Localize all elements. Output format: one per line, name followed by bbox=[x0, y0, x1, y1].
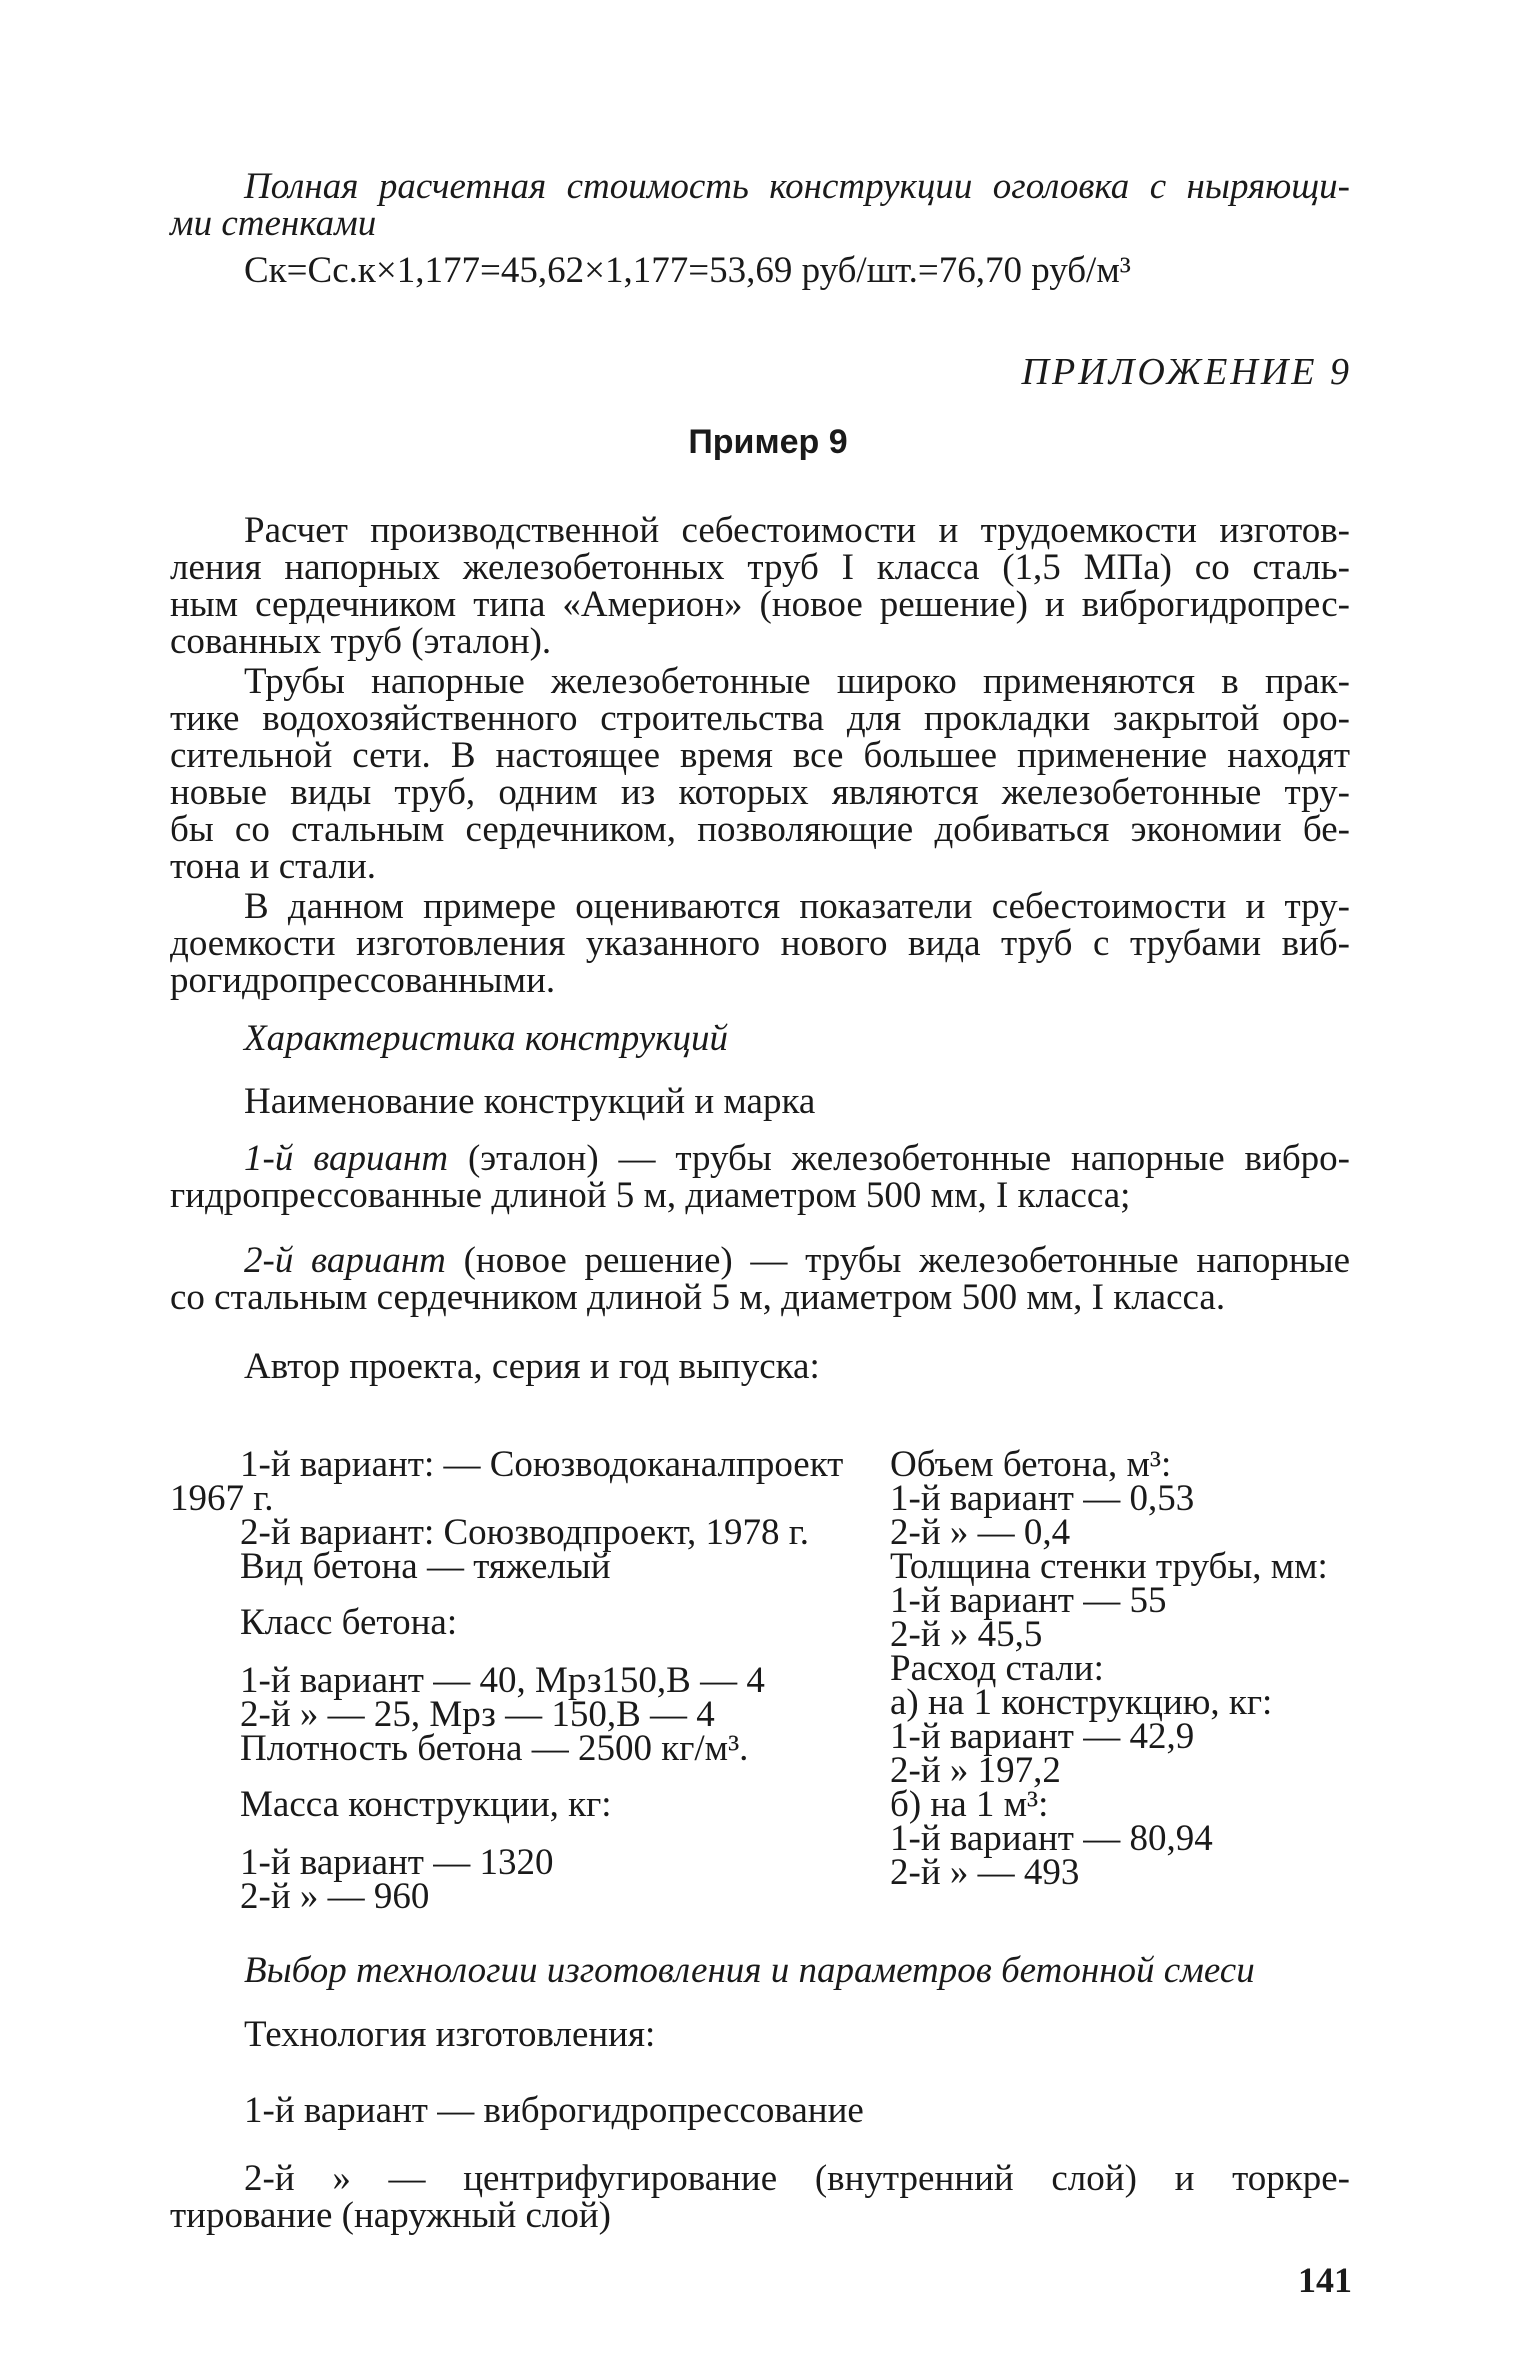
para2-line-4: новые виды труб, одним из которых являются железобетонные тру- bbox=[170, 772, 1350, 813]
right-col-line: 2-й » 197,2 bbox=[890, 1750, 1061, 1791]
left-col-line: 1-й вариант — 40, Мрз150,В — 4 bbox=[240, 1660, 765, 1701]
right-col-line: 2-й » — 493 bbox=[890, 1852, 1080, 1893]
para2-line-2: тике водохозяйственного строительства для прокладки закрытой оро- bbox=[170, 698, 1350, 739]
appendix-label: ПРИЛОЖЕНИЕ 9 bbox=[1021, 351, 1352, 393]
variant2-line-2: со стальным сердечником длиной 5 м, диаметром 500 мм, I класса. bbox=[170, 1277, 1226, 1318]
technology-heading: Технология изготовления: bbox=[244, 2014, 656, 2055]
cost-formula: Cк=Cс.к×1,177=45,62×1,177=53,69 руб/шт.=76,70 руб/м³ bbox=[244, 250, 1131, 291]
variant1-line-1 bbox=[244, 1140, 1350, 1177]
technology-choice-heading: Выбор технологии изготовления и параметров бетонной смеси bbox=[244, 1950, 1255, 1991]
left-col-line: Масса конструкции, кг: bbox=[240, 1784, 612, 1825]
intro-italic-line-2: ми стенками bbox=[170, 203, 377, 244]
intro-italic-line-1: Полная расчетная стоимость конструкции оголовка с ныряющи- bbox=[244, 166, 1350, 207]
variant2-label: 2-й вариант bbox=[244, 1240, 446, 1281]
para2-line-1: Трубы напорные железобетонные широко применяются в прак- bbox=[244, 661, 1350, 702]
variant1-desc: (эталон) — трубы железобетонные напорные вибро- bbox=[448, 1138, 1350, 1179]
right-col-line: 1-й вариант — 0,53 bbox=[890, 1478, 1195, 1519]
para2-line-3: сительной сети. В настоящее время все большее применение находят bbox=[170, 735, 1350, 776]
right-col-line: Толщина стенки трубы, мм: bbox=[890, 1546, 1328, 1587]
right-col-line: Расход стали: bbox=[890, 1648, 1104, 1689]
para1-line-1: Расчет производственной себестоимости и трудоемкости изготов- bbox=[244, 510, 1350, 551]
left-col-line: 2-й » — 25, Мрз — 150,В — 4 bbox=[240, 1694, 715, 1735]
para1-line-2: ления напорных железобетонных труб I класса (1,5 МПа) со сталь- bbox=[170, 547, 1350, 588]
right-col-line: б) на 1 м³: bbox=[890, 1784, 1049, 1825]
para1-line-4: сованных труб (эталон). bbox=[170, 621, 552, 662]
example-title: Пример 9 bbox=[688, 423, 848, 461]
left-col-line: 1967 г. bbox=[170, 1478, 274, 1519]
para2-line-6: тона и стали. bbox=[170, 846, 377, 887]
right-col-line: 2-й » — 0,4 bbox=[890, 1512, 1071, 1553]
technology-variant2-line-2: тирование (наружный слой) bbox=[170, 2195, 612, 2236]
right-col-line: Объем бетона, м³: bbox=[890, 1444, 1172, 1485]
variant1-label: 1-й вариант bbox=[244, 1138, 449, 1179]
left-col-line: 2-й вариант: Союзводпроект, 1978 г. bbox=[240, 1512, 809, 1553]
technology-variant1: 1-й вариант — виброгидропрессование bbox=[244, 2090, 864, 2131]
page-number: 141 bbox=[1298, 2260, 1352, 2300]
right-col-line: 1-й вариант — 42,9 bbox=[890, 1716, 1195, 1757]
left-col-line: 1-й вариант — 1320 bbox=[240, 1842, 554, 1883]
variant2-desc: (новое решение) — трубы железобетонные напорные bbox=[445, 1240, 1350, 1281]
author-heading: Автор проекта, серия и год выпуска: bbox=[244, 1346, 820, 1387]
variant2-line-1 bbox=[244, 1242, 1350, 1279]
para2-line-5: бы со стальным сердечником, позволяющие добиваться экономии бе- bbox=[170, 809, 1350, 850]
right-col-line: 1-й вариант — 55 bbox=[890, 1580, 1167, 1621]
characteristics-heading: Характеристика конструкций bbox=[244, 1018, 728, 1059]
left-col-line: 1-й вариант: — Союзводоканалпроект bbox=[240, 1444, 844, 1485]
right-col-line: а) на 1 конструкцию, кг: bbox=[890, 1682, 1273, 1723]
naming-heading: Наименование конструкций и марка bbox=[244, 1081, 816, 1122]
right-col-line: 2-й » 45,5 bbox=[890, 1614, 1043, 1655]
right-col-line: 1-й вариант — 80,94 bbox=[890, 1818, 1213, 1859]
para3-line-3: рогидропрессованными. bbox=[170, 960, 556, 1001]
para3-line-2: доемкости изготовления указанного нового вида труб с трубами виб- bbox=[170, 923, 1350, 964]
left-col-line: Вид бетона — тяжелый bbox=[240, 1546, 611, 1587]
variant1-line-2: гидропрессованные длиной 5 м, диаметром 500 мм, I класса; bbox=[170, 1175, 1131, 1216]
left-col-line: Класс бетона: bbox=[240, 1602, 458, 1643]
left-col-line: Плотность бетона — 2500 кг/м³. bbox=[240, 1728, 749, 1769]
para1-line-3: ным сердечником типа «Америон» (новое решение) и виброгидропрес- bbox=[170, 584, 1350, 625]
left-col-line: 2-й » — 960 bbox=[240, 1876, 430, 1917]
technology-variant2-line-1: 2-й » — центрифугирование (внутренний слой) и торкре- bbox=[244, 2158, 1350, 2199]
para3-line-1: В данном примере оцениваются показатели себестоимости и тру- bbox=[244, 886, 1350, 927]
